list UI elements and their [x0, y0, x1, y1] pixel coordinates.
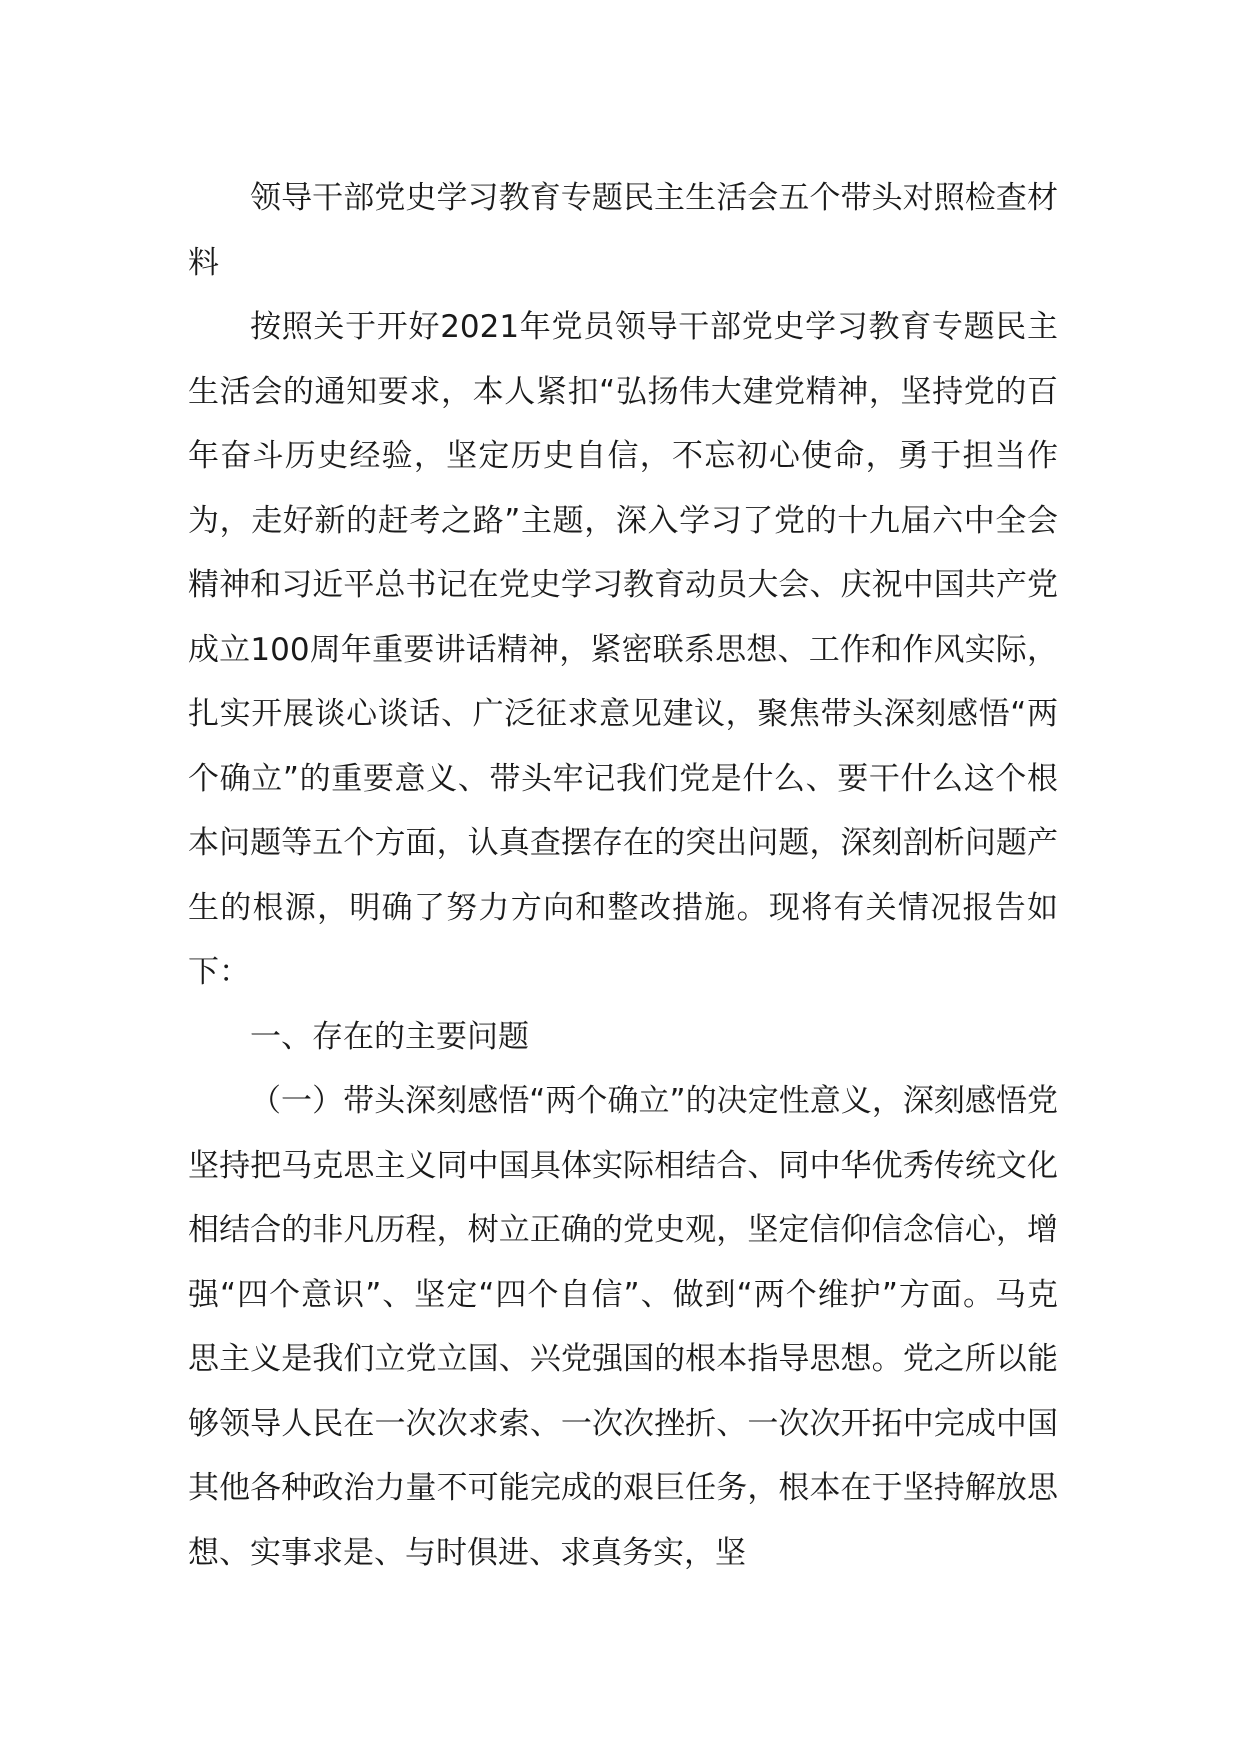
section-heading: 一、存在的主要问题 — [250, 1018, 529, 1055]
subsection-paragraph: （一）带头深刻感悟“两个确立”的决定性意义，深刻感悟党坚持把马克思主义同中国具体实际相结合、同中华优秀传统文化相结合的非凡历程，树立正确的党史观，坚定信仰信念信心，增强“四个意识”、坚定“四个自信”、做到“两个维护”方面。马克思主义是我们立党立国、兴党强国的根本指导思想。党之所以能够领导人民在一次次求索、一次次挫折、一次次开拓中完成中国其他各种政治力量不可能完成的艰巨任务，根本在于坚持解放思想、实事求是、与时俱进、求真务实，坚 — [188, 1083, 1058, 1571]
document-body — [188, 166, 1058, 1585]
document-title: 领导干部党史学习教育专题民主生活会五个带头对照检查材料 — [188, 180, 1058, 281]
intro-paragraph: 按照关于开好2021年党员领导干部党史学习教育专题民主生活会的通知要求，本人紧扣“弘扬伟大建党精神，坚持党的百年奋斗历史经验，坚定历史自信，不忘初心使命，勇于担当作为，走好新的赶考之路”主题，深入学习了党的十九届六中全会精神和习近平总书记在党史学习教育动员大会、庆祝中国共产党成立100周年重要讲话精神，紧密联系思想、工作和作风实际，扎实开展谈心谈话、广泛征求意见建议，聚焦带头深刻感悟“两个确立”的重要意义、带头牢记我们党是什么、要干什么这个根本问题等五个方面，认真查摆存在的突出问题，深刻剖析问题产生的根源，明确了努力方向和整改措施。现将有关情况报告如下： — [188, 309, 1058, 990]
